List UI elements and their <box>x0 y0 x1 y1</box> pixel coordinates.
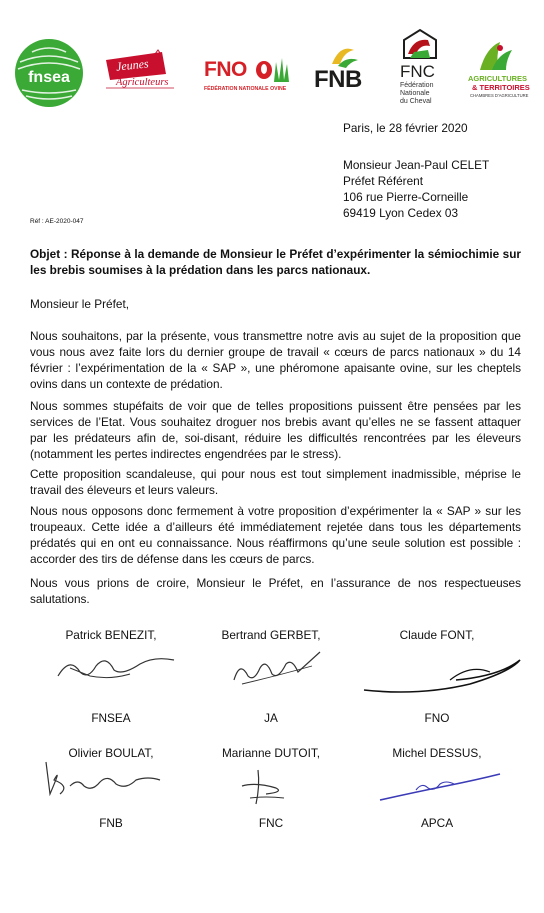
fnc-logo <box>392 28 456 118</box>
recipient-title: Préfet Référent <box>343 174 423 188</box>
signatory-name-4: Olivier BOULAT, <box>68 746 154 760</box>
letter-subject: Objet : Réponse à la demande de Monsieur le Préfet d’expérimenter la sémiochimie sur les brebis soumises à la prédation dans les parcs nationaux. <box>30 247 521 277</box>
ja-logo-line2: Agriculteurs <box>116 77 169 88</box>
fnc-logo-sub2: Nationale <box>400 90 430 97</box>
signature-boulat <box>40 756 170 800</box>
signatory-org-5: FNC <box>258 816 284 830</box>
ja-logo-line1: Jeunes <box>115 56 150 74</box>
signature-dessus <box>376 768 506 806</box>
signature-benezit <box>50 646 180 690</box>
letter-salutation: Monsieur le Préfet, <box>30 297 130 311</box>
fno-logo-subtitle: FÉDÉRATION NATIONALE OVINE <box>204 86 287 92</box>
recipient-address <box>343 157 489 221</box>
body-paragraph-4: Nous nous opposons donc fermement à votre proposition d’expérimenter la « SAP » sur les troupeaux. Cette idée a d’ailleurs été immédiatement rejetée dans tous les départements prédatés qui en ont eu connaissance. Nous réaffirmons qu’une seule solution est possible : accorder des tirs de défense dans les cœurs de parcs. <box>30 504 521 566</box>
recipient-street: 106 rue Pierre-Corneille <box>343 190 469 204</box>
signatory-org-4: FNB <box>99 816 123 830</box>
apca-logo <box>466 40 532 106</box>
signatory-org-3: FNO <box>424 711 450 725</box>
body-paragraph-5: Nous vous prions de croire, Monsieur le Préfet, en l’assurance de nos respectueuses salutations. <box>30 576 521 606</box>
signature-dutoit <box>236 766 296 808</box>
signatory-org-6: APCA <box>420 816 454 830</box>
fno-logo <box>202 54 294 98</box>
signatory-name-1: Patrick BENEZIT, <box>65 628 157 642</box>
recipient-city: 69419 Lyon Cedex 03 <box>343 206 459 220</box>
fnc-logo-sub1: Fédération <box>400 82 434 89</box>
fnb-logo-text: FNB <box>314 66 362 93</box>
fnsea-logo <box>14 38 84 108</box>
recipient-name: Monsieur Jean-Paul CELET <box>343 158 490 172</box>
fnb-logo <box>310 42 378 98</box>
signatory-name-5: Marianne DUTOIT, <box>221 746 321 760</box>
reference-number: Réf : AE-2020-047 <box>30 218 84 225</box>
fnsea-logo-text: fnsea <box>28 69 70 86</box>
signatory-name-2: Bertrand GERBET, <box>221 628 321 642</box>
apca-logo-line1: AGRICULTURES <box>468 74 528 83</box>
letter-date: Paris, le 28 février 2020 <box>343 121 468 135</box>
fno-logo-text: FNO <box>204 58 247 81</box>
signatory-name-3: Claude FONT, <box>399 628 475 642</box>
signatory-name-6: Michel DESSUS, <box>392 746 482 760</box>
fnc-logo-text: FNC <box>400 62 435 81</box>
apca-logo-line2: & TERRITOIRES <box>472 83 530 92</box>
ja-logo <box>102 48 180 98</box>
body-paragraph-2: Nous sommes stupéfaits de voir que de telles propositions puissent être pensées par les services de l’Etat. Vous souhaitez droguer nos brebis avant qu’elles ne se fassent attaquer par les prédateurs afin de, soi-disant, réduire les difficultés rencontrées par les éleveurs (notamment les pertes indirectes engendrées par le stress). <box>30 399 521 461</box>
signature-font <box>360 650 530 698</box>
signatory-org-1: FNSEA <box>91 711 131 725</box>
body-paragraph-3: Cette proposition scandaleuse, qui pour nous est tout simplement inadmissible, méprise le travail des éleveurs et leurs valeurs. <box>30 467 521 497</box>
body-paragraph-1: Nous souhaitons, par la présente, vous transmettre notre avis au sujet de la proposition que vous nous avez faite lors du dernier groupe de travail « cœurs de parcs nationaux » du 14 février : l’expérimentation de la « SAP », une phéromone apaisante ovine, sur les cheptels ovins dans un contexte de prédation. <box>30 329 521 391</box>
signature-gerbet <box>226 646 326 690</box>
apca-logo-line3: CHAMBRES D'AGRICULTURE <box>470 93 529 98</box>
fnc-logo-sub3: du Cheval <box>400 98 432 105</box>
signatory-org-2: JA <box>264 711 278 725</box>
